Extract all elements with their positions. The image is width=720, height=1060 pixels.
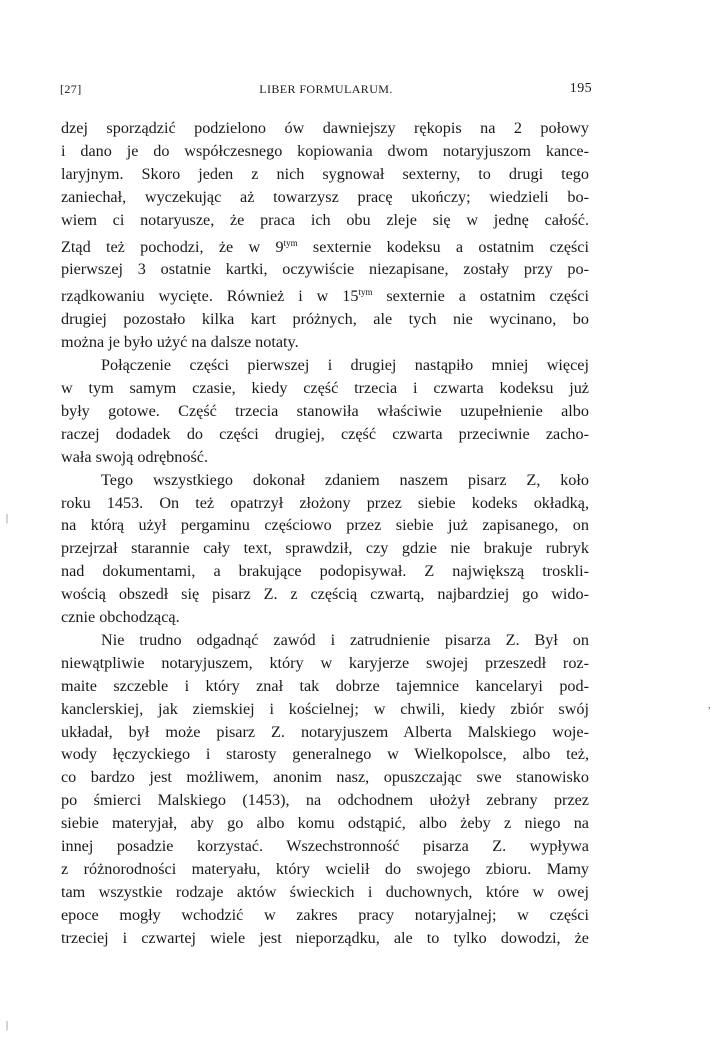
text-line: roku 1453. On też opatrzył złożony przez siebie kodeks okładką, (61, 493, 589, 512)
text-line: wała swoją odrębność. (61, 447, 208, 466)
text-line: Połączenie części pierwszej i drugiej nastąpiło mniej więcej (101, 356, 589, 375)
text-line: maite szczeble i który znał tak dobrze tajemnice kancelaryi pod- (61, 676, 589, 695)
text-line: wiem ci notaryusze, że praca ich obu zleje się w jednę całość. (61, 210, 589, 229)
text-line: układał, był może pisarz Z. notaryjuszem Alberta Malskiego woje- (61, 722, 589, 741)
margin-mark: | (6, 1020, 9, 1031)
text-line: wością obszedł się pisarz Z. z częścią czwartą, najbardziej go wido- (61, 585, 589, 604)
body-text (61, 117, 589, 950)
text-line: Ztąd też pochodzi, że w $9^{tym}$ sexternie kodeksu a ostatnim części (61, 237, 589, 256)
text-line: co bardzo jest możliwem, anonim nasz, opuszczając swe stanowisko (61, 768, 589, 787)
text-line: cznie obchodzącą. (61, 608, 180, 627)
text-line: innej posadzie korzystać. Wszechstronność pisarza Z. wypływa (61, 837, 589, 856)
text-line: Tego wszystkiego dokonał zdaniem naszem pisarz Z, koło (101, 470, 589, 489)
text-line: rządkowaniu wycięte. Również i w $15^{tym}$ sexternie a ostatnim części (61, 287, 589, 306)
text-line: zaniechał, wyczekując aż towarzysz pracę ukończy; wiedzieli bo- (61, 187, 589, 206)
text-line: siebie materyjał, aby go albo komu odstąpić, albo żeby z niego na (61, 814, 589, 833)
text-line: wody łęczyckiego i starosty generalnego w Wielkopolsce, albo też, (61, 745, 589, 764)
text-line: raczej dodadek do części drugiej, część czwarta przeciwnie zacho- (61, 424, 589, 443)
text-line: i dano je do współczesnego kopiowania dwom notaryjuszom kance- (61, 141, 589, 160)
margin-mark: | (6, 513, 9, 524)
text-line: można je było użyć na dalsze notaty. (61, 333, 299, 352)
text-line: przejrzał starannie cały text, sprawdził, czy gdzie nie brakuje rubryk (61, 539, 589, 558)
text-line: trzeciej i czwartej wiele jest nieporządku, ale to tylko dowodzi, że (61, 928, 589, 947)
text-line: laryjnym. Skoro jeden z nich sygnował sexterny, to drugi tego (61, 164, 589, 183)
text-line: po śmierci Malskiego (1453), na odchodnem ułożył zebrany przez (61, 791, 589, 810)
section-number: [27] (60, 82, 82, 96)
text-line: tam wszystkie rodzaje aktów świeckich i duchownych, które w owej (61, 882, 589, 901)
page-number: 195 (569, 81, 592, 96)
text-line: kanclerskiej, jak ziemskiej i kościelnej; w chwili, kiedy zbiór swój (61, 699, 589, 718)
text-line: Nie trudno odgadnąć zawód i zatrudnienie pisarza Z. Był on (101, 630, 589, 649)
text-line: pierwszej 3 ostatnie kartki, oczywiście niezapisane, zostały przy po- (61, 260, 589, 279)
running-header (60, 82, 592, 102)
text-line: drugiej pozostało kilka kart próżnych, ale tych nie wycinano, bo (61, 310, 589, 329)
text-line: niewątpliwie notaryjuszem, który w karyjerze swojej przeszedł roz- (61, 653, 589, 672)
running-title: LIBER FORMULARUM. (259, 82, 393, 96)
text-line: epoce mogły wchodzić w zakres pracy notaryjalnej; w części (61, 905, 589, 924)
text-line: były gotowe. Część trzecia stanowiła właściwie uzupełnienie albo (61, 401, 589, 420)
text-line: w tym samym czasie, kiedy część trzecia i czwarta kodeksu już (61, 378, 589, 397)
text-line: z różnorodności materyału, który wcielił do swojego zbioru. Mamy (61, 860, 589, 878)
text-line: dzej sporządzić podzielono ów dawniejszy rękopis na 2 połowy (61, 119, 589, 137)
margin-mark: , (708, 700, 711, 711)
text-line: nad dokumentami, a brakujące podopisywał. Z największą troskli- (61, 562, 589, 581)
text-line: na którą użył pergaminu częściowo przez siebie już zapisanego, on (61, 516, 589, 535)
